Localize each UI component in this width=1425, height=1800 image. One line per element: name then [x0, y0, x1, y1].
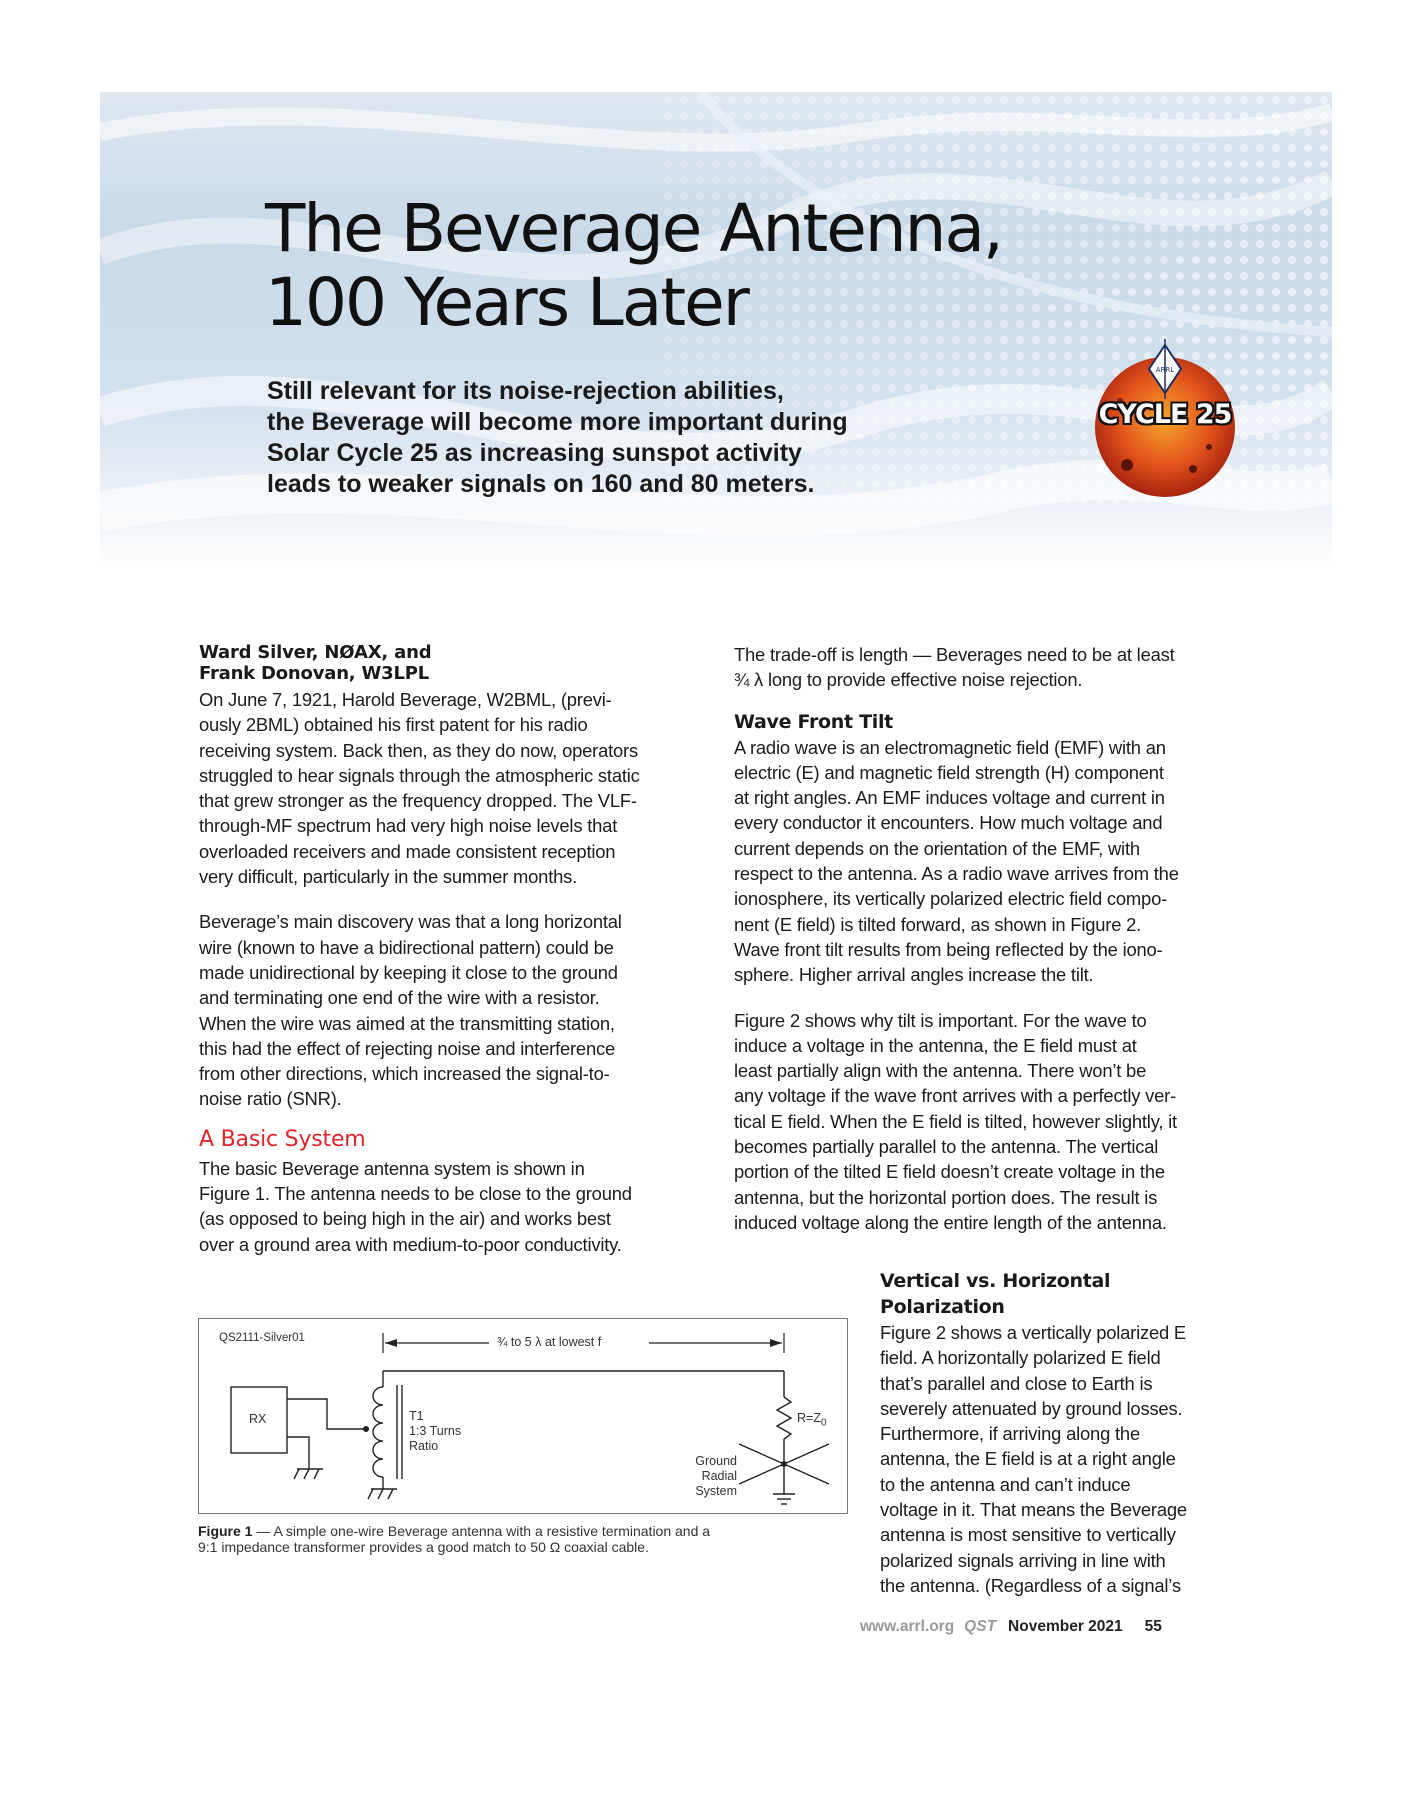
text-line: (as opposed to being high in the air) and works best — [199, 1208, 611, 1230]
text-line: Figure 2 shows why tilt is important. For the wave to — [734, 1009, 1147, 1031]
text-line: tical E field. When the E field is tilted, however slightly, it — [734, 1110, 1177, 1132]
resistor-label — [797, 1411, 827, 1431]
text-line: Wave front tilt results from being reflected by the iono- — [734, 938, 1163, 960]
text-line: every conductor it encounters. How much voltage and — [734, 812, 1163, 834]
author-byline — [199, 642, 709, 684]
tap-dot — [363, 1426, 369, 1432]
logo-text: ARRL — [1155, 366, 1175, 374]
figure-id-label: QS2111-Silver01 — [219, 1332, 305, 1344]
text-line: antenna is most sensitive to vertically — [880, 1524, 1176, 1546]
radial-junction-dot — [781, 1461, 787, 1467]
resistor-label-text: R=Z — [797, 1411, 821, 1425]
left-column — [199, 642, 709, 1269]
header-banner — [100, 92, 1332, 570]
text-line: the antenna. (Regardless of a signal’s — [880, 1574, 1181, 1596]
resistor-label-sub: 0 — [820, 1417, 827, 1429]
text-line: wire (known to have a bidirectional pattern) could be — [199, 936, 614, 958]
text-line: ¾ λ long to provide effective noise rejection. — [734, 669, 1083, 691]
text-line: polarized signals arriving in line with — [880, 1549, 1166, 1571]
wave-front-paragraph — [734, 735, 1234, 988]
text-line: that grew stronger as the frequency dropped. The VLF- — [199, 790, 637, 812]
text-line: The basic Beverage antenna system is shown in — [199, 1157, 585, 1179]
rx-label: RX — [249, 1412, 267, 1426]
article-subtitle — [267, 376, 907, 500]
caption-label: Figure 1 — [198, 1523, 253, 1539]
rx-ground-icon — [294, 1469, 323, 1479]
footer-url: www.arrl.org — [860, 1618, 955, 1635]
subtitle-line: Solar Cycle 25 as increasing sunspot activity — [267, 439, 802, 467]
text-line: noise ratio (SNR). — [199, 1088, 342, 1110]
text-line: sphere. Higher arrival angles increase the tilt. — [734, 964, 1094, 986]
text-line: at right angles. An EMF induces voltage and current in — [734, 787, 1165, 809]
text-line: portion of the tilted E field doesn’t create voltage in the — [734, 1161, 1165, 1183]
right-column — [734, 642, 1234, 1247]
text-line: struggled to hear signals through the atmospheric static — [199, 764, 640, 786]
text-line: Figure 2 shows a vertically polarized E — [880, 1322, 1186, 1343]
termination-resistor-icon — [777, 1371, 791, 1464]
t1-line: 1:3 Turns — [409, 1424, 462, 1438]
ground-line: System — [695, 1484, 737, 1498]
title-line: The Beverage Antenna, — [265, 190, 1002, 267]
text-line: respect to the antenna. As a radio wave arrives from the — [734, 863, 1179, 885]
footer-magazine: QST — [964, 1618, 997, 1635]
text-line: least partially align with the antenna. There won’t be — [734, 1060, 1147, 1082]
footer-issue: November 2021 — [1008, 1618, 1123, 1635]
text-line: Beverage’s main discovery was that a long horizontal — [199, 911, 622, 933]
ground-line: Radial — [701, 1469, 737, 1483]
page-number: 55 — [1144, 1618, 1162, 1635]
length-label: ¾ to 5 λ at lowest f — [497, 1335, 602, 1349]
text-line: field. A horizontally polarized E field — [880, 1347, 1161, 1369]
t1-line: Ratio — [409, 1439, 439, 1453]
tradeoff-paragraph — [734, 642, 1234, 693]
article-title — [265, 192, 1002, 340]
section-heading-basic-system: A Basic System — [199, 1126, 366, 1152]
figure2-paragraph — [734, 1008, 1234, 1236]
t1-line: T1 — [409, 1409, 424, 1423]
text-line: that’s parallel and close to Earth is — [880, 1372, 1153, 1394]
basic-system-paragraph — [199, 1156, 709, 1257]
text-line: made unidirectional by keeping it close to the ground — [199, 961, 618, 983]
text-line: The trade-off is length — Beverages need to be at least — [734, 644, 1175, 665]
text-line: this had the effect of rejecting noise and interference — [199, 1037, 616, 1059]
cycle-25-sun-logo — [1075, 337, 1255, 537]
text-line: ously 2BML) obtained his first patent for his radio — [199, 714, 588, 736]
text-line: On June 7, 1921, Harold Beverage, W2BML, (previ- — [199, 689, 612, 710]
figure-1-caption — [198, 1523, 858, 1555]
text-line: A radio wave is an electromagnetic field (EMF) with an — [734, 736, 1166, 758]
polarization-section — [880, 1268, 1240, 1610]
text-line: receiving system. Back then, as they do now, operators — [199, 739, 638, 761]
figure-1-diagram — [198, 1318, 848, 1514]
section-heading-wave-front-tilt: Wave Front Tilt — [734, 710, 893, 733]
text-line: antenna, but the horizontal portion does. The result is — [734, 1186, 1158, 1208]
section-heading-polarization: Vertical vs. Horizontal Polarization — [880, 1270, 1111, 1318]
caption-line: — A simple one-wire Beverage antenna with a resistive termination and a — [252, 1523, 711, 1539]
rx-wiring — [287, 1399, 365, 1469]
author-line: Ward Silver, NØAX, and — [199, 642, 432, 663]
author-line: Frank Donovan, W3LPL — [199, 663, 430, 684]
text-line: over a ground area with medium-to-poor conductivity. — [199, 1233, 622, 1255]
title-line: 100 Years Later — [265, 264, 748, 341]
cycle-25-label: CYCLE 25 — [1098, 399, 1232, 430]
text-line: severely attenuated by ground losses. — [880, 1397, 1183, 1419]
caption-line: 9:1 impedance transformer provides a good match to 50 Ω coaxial cable. — [198, 1539, 649, 1555]
text-line: very difficult, particularly in the summer months. — [199, 866, 578, 888]
page-footer — [860, 1618, 1162, 1636]
text-line: induced voltage along the entire length of the antenna. — [734, 1211, 1167, 1233]
text-line: current depends on the orientation of the EMF, with — [734, 837, 1140, 859]
text-line: antenna, the E field is at a right angle — [880, 1448, 1176, 1470]
text-line: overloaded receivers and made consistent reception — [199, 840, 616, 862]
text-line: any voltage if the wave front arrives with a perfectly ver- — [734, 1085, 1177, 1107]
subtitle-line: Still relevant for its noise-rejection abilities, — [267, 377, 784, 405]
text-line: becomes partially parallel to the antenna. The vertical — [734, 1136, 1159, 1158]
discovery-paragraph — [199, 909, 709, 1111]
text-line: Figure 1. The antenna needs to be close to the ground — [199, 1183, 632, 1205]
ground-line: Ground — [695, 1454, 737, 1468]
text-line: through-MF spectrum had very high noise levels that — [199, 815, 618, 837]
transformer-ground-icon — [368, 1489, 397, 1499]
subtitle-line: the Beverage will become more important during — [267, 408, 848, 436]
intro-paragraph — [199, 687, 709, 889]
text-line: ionosphere, its vertically polarized electric field compo- — [734, 888, 1168, 910]
text-line: from other directions, which increased the signal-to- — [199, 1063, 610, 1085]
subtitle-line: leads to weaker signals on 160 and 80 meters. — [267, 470, 815, 498]
transformer-t1-icon — [373, 1385, 402, 1489]
ground-radial-label — [677, 1454, 737, 1499]
text-line: nent (E field) is tilted forward, as shown in Figure 2. — [734, 913, 1142, 935]
polarization-paragraph — [880, 1320, 1240, 1598]
text-line: electric (E) and magnetic field strength (H) component — [734, 761, 1164, 783]
text-line: to the antenna and can’t induce — [880, 1473, 1131, 1495]
text-line: and terminating one end of the wire with a resistor. — [199, 987, 600, 1009]
text-line: voltage in it. That means the Beverage — [880, 1499, 1187, 1521]
t1-label — [409, 1409, 461, 1454]
text-line: induce a voltage in the antenna, the E field must at — [734, 1034, 1137, 1056]
text-line: When the wire was aimed at the transmitting station, — [199, 1012, 615, 1034]
text-line: Furthermore, if arriving along the — [880, 1423, 1140, 1445]
